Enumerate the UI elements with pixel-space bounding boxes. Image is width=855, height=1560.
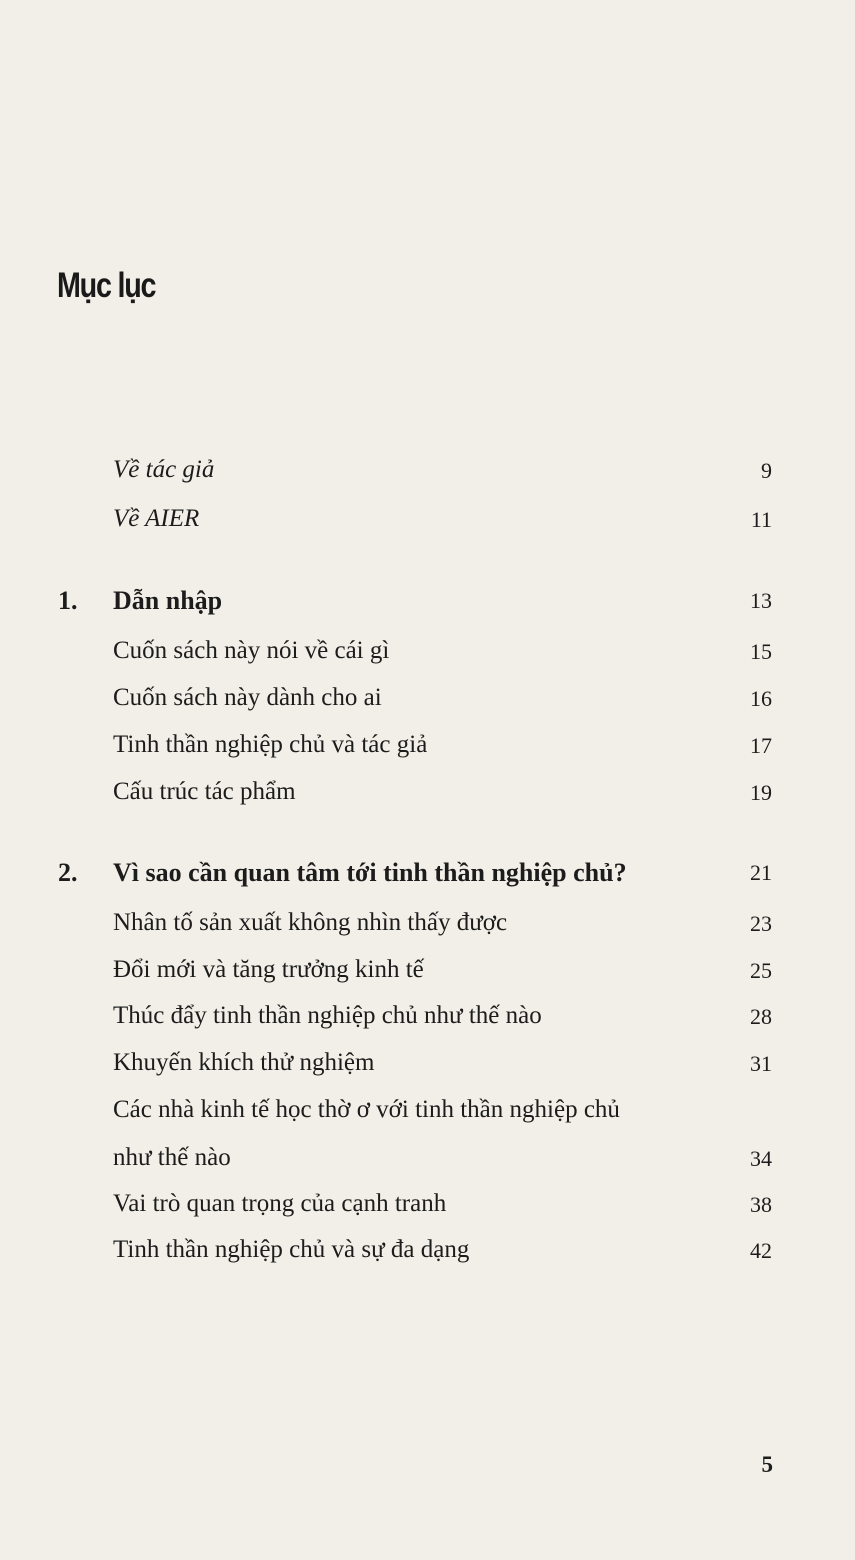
section-title: Thúc đẩy tinh thần nghiệp chủ như thế nào	[113, 1002, 542, 1029]
toc-section	[0, 1236, 855, 1276]
toc-chapter-2	[0, 858, 855, 898]
section-page: 38	[750, 1192, 772, 1217]
page-number: 5	[761, 1452, 773, 1477]
section-page: 23	[750, 911, 772, 936]
toc-entry-page: 11	[750, 507, 772, 532]
toc-entry-about-aier	[0, 505, 855, 545]
section-page: 19	[750, 780, 772, 805]
section-title: Tinh thần nghiệp chủ và tác giả	[113, 731, 428, 758]
section-page: 34	[750, 1146, 772, 1171]
section-title: Tinh thần nghiệp chủ và sự đa dạng	[113, 1236, 470, 1263]
section-title: Cấu trúc tác phẩm	[113, 778, 296, 805]
section-title-line-2: như thế nào	[113, 1144, 231, 1171]
section-title: Đổi mới và tăng trưởng kinh tế	[113, 956, 424, 983]
toc-section	[0, 778, 855, 818]
toc-entry-title: Về AIER	[113, 505, 200, 532]
chapter-number: 1.	[58, 586, 78, 615]
chapter-title: Dẫn nhập	[113, 586, 223, 615]
toc-section	[0, 1190, 855, 1230]
section-page: 25	[750, 958, 772, 983]
toc-section	[0, 956, 855, 996]
toc-section	[0, 1002, 855, 1042]
toc-section	[0, 684, 855, 724]
section-page: 15	[750, 639, 772, 664]
section-page: 16	[750, 686, 772, 711]
section-title: Vai trò quan trọng của cạnh tranh	[113, 1190, 447, 1217]
section-title: Cuốn sách này nói về cái gì	[113, 637, 390, 664]
toc-section	[0, 909, 855, 949]
toc-chapter-1	[0, 586, 855, 626]
section-page: 17	[750, 733, 772, 758]
chapter-page: 21	[750, 860, 772, 885]
section-page: 42	[750, 1238, 772, 1263]
toc-entry-title: Về tác giả	[113, 456, 215, 483]
chapter-page: 13	[750, 588, 772, 613]
toc-section	[0, 1049, 855, 1089]
chapter-title: Vì sao cần quan tâm tới tinh thần nghiệp chủ?	[113, 858, 627, 887]
section-title: Cuốn sách này dành cho ai	[113, 684, 382, 711]
section-title-line-1: Các nhà kinh tế học thờ ơ với tinh thần nghiệp chủ	[113, 1096, 620, 1123]
toc-section	[0, 637, 855, 677]
section-title: Khuyến khích thử nghiệm	[113, 1049, 375, 1076]
toc-entry-page: 9	[761, 458, 772, 483]
section-title: Nhân tố sản xuất không nhìn thấy được	[113, 909, 508, 936]
chapter-number: 2.	[58, 858, 78, 887]
toc-section	[0, 731, 855, 771]
section-page: 31	[750, 1051, 772, 1076]
section-page: 28	[750, 1004, 772, 1029]
toc-section	[0, 1096, 855, 1186]
page-title: Mục lục	[57, 266, 156, 305]
toc-entry-about-author	[0, 456, 855, 496]
